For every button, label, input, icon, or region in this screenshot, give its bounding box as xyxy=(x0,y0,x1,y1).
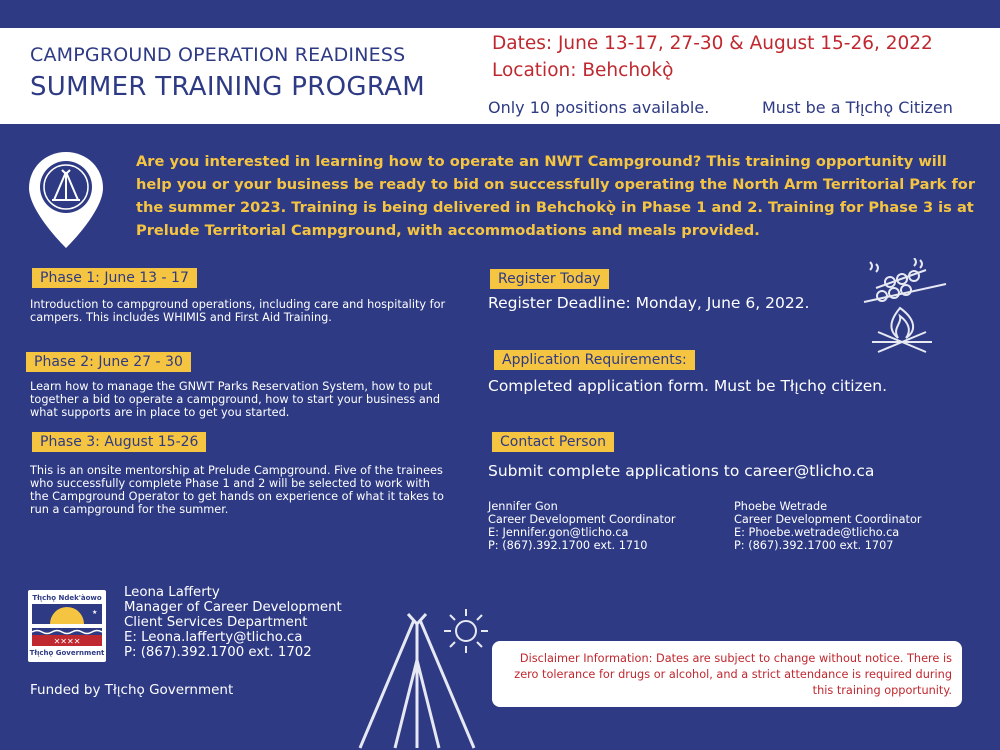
contact-card-jennifer xyxy=(488,500,676,552)
positions-note: Only 10 positions available. xyxy=(488,98,710,117)
sun-icon xyxy=(440,605,492,657)
logo-top-text: Tłı̨chǫ Ndek'àowo xyxy=(32,594,102,602)
phase1-label: Phase 1: June 13 - 17 xyxy=(32,268,197,288)
register-deadline: Register Deadline: Monday, June 6, 2022. xyxy=(488,294,810,312)
manager-title: Manager of Career Development xyxy=(124,600,342,615)
phase3-label: Phase 3: August 15-26 xyxy=(32,432,206,452)
manager-contact xyxy=(124,585,342,660)
requirements-label: Application Requirements: xyxy=(494,350,695,370)
logo-emblem-icon xyxy=(32,604,102,646)
manager-email: E: Leona.lafferty@tlicho.ca xyxy=(124,630,303,645)
program-location: Location: Behchokǫ̀ xyxy=(492,60,674,81)
location-pin-tent-icon xyxy=(26,150,106,250)
contact-card-phoebe xyxy=(734,500,922,552)
contact-name: Phoebe Wetrade xyxy=(734,500,828,513)
manager-dept: Client Services Department xyxy=(124,615,308,630)
contact-title: Career Development Coordinator xyxy=(488,513,676,526)
manager-name: Leona Lafferty xyxy=(124,585,220,600)
tlicho-government-logo xyxy=(28,590,106,662)
disclaimer-box xyxy=(492,641,962,707)
manager-phone: P: (867).392.1700 ext. 1702 xyxy=(124,645,312,660)
contact-label: Contact Person xyxy=(492,432,614,452)
requirements-text: Completed application form. Must be Tłı̨chǫ citizen. xyxy=(488,377,888,395)
contact-phone: P: (867).392.1700 ext. 1707 xyxy=(734,539,894,552)
intro-paragraph: Are you interested in learning how to operate an NWT Campground? This training opportunity will help you or your business be ready to bid on successfully operating the North Arm Territorial Park for the summer 2023. Training is being delivered in Behchokǫ̀ in Phase 1 and 2. Training for Phase 3 is at Prelude Territorial Campground, with accommodations and meals provided. xyxy=(136,153,976,239)
title-line2: SUMMER TRAINING PROGRAM xyxy=(30,72,425,102)
phase2-label: Phase 2: June 27 - 30 xyxy=(26,352,191,372)
svg-text:★: ★ xyxy=(92,609,98,616)
disclaimer-text: Disclaimer Information: Dates are subject to change without notice. There is zero tolerance for drugs or alcohol, and a strict attendance is required during this training opportunity. xyxy=(514,652,952,697)
campfire-icon xyxy=(842,258,952,358)
register-label: Register Today xyxy=(490,269,609,289)
contact-title: Career Development Coordinator xyxy=(734,513,922,526)
contact-email: E: Phoebe.wetrade@tlicho.ca xyxy=(734,526,900,539)
title-line1: CAMPGROUND OPERATION READINESS xyxy=(30,44,406,66)
svg-text:✕✕✕✕: ✕✕✕✕ xyxy=(53,637,81,646)
phase1-text: Introduction to campground operations, including care and hospitality for campers. This includes WHIMIS and First Aid Training. xyxy=(30,298,446,324)
citizen-note: Must be a Tłı̨chǫ Citizen xyxy=(762,98,953,117)
funding-note: Funded by Tłı̨chǫ Government xyxy=(30,682,234,698)
phase2-text: Learn how to manage the GNWT Parks Reservation System, how to put together a bid to operate a campground, how to start your business and what supports are in place to get you started. xyxy=(30,380,441,419)
contact-instructions: Submit complete applications to career@tlicho.ca xyxy=(488,462,875,480)
contact-email: E: Jennifer.gon@tlicho.ca xyxy=(488,526,629,539)
program-dates: Dates: June 13-17, 27-30 & August 15-26, 2022 xyxy=(492,33,933,54)
logo-bottom-text: Tłı̨chǫ Government xyxy=(29,649,105,657)
phase3-text: This is an onsite mentorship at Prelude Campground. Five of the trainees who successfully complete Phase 1 and 2 will be selected to work with the Campground Operator to get hands on experience of what it takes to run a campground for the summer. xyxy=(30,464,444,516)
contact-name: Jennifer Gon xyxy=(488,500,558,513)
contact-phone: P: (867).392.1700 ext. 1710 xyxy=(488,539,648,552)
